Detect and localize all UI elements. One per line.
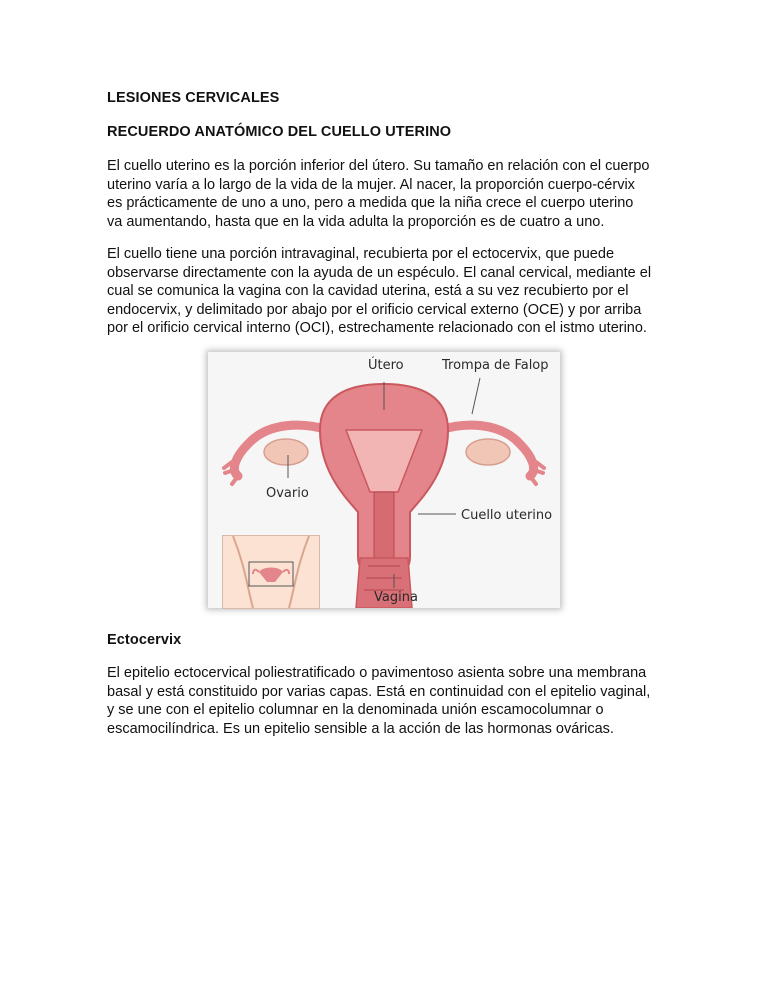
left-ovary [264,439,308,465]
paragraph-cervix-size: El cuello uterino es la porción inferior del útero. Su tamaño en relación con el cuerpo uterino varía a lo largo de la vida de la mujer. Al nacer, la proporción cuerpo-cérvix es prácticamente de uno a uno, pero a medida que la niña crece el cuerpo uterino va aumentando, hasta que en la vida adulta la proporción es de cuatro a uno. [107,158,650,230]
section-heading-ectocervix: Ectocervix [107,632,182,648]
label-trompa: Trompa de Falop [442,358,549,373]
paragraph-cervix-portion: El cuello tiene una porción intravaginal, recubierta por el ectocervix, que puede observarse directamente con la ayuda de un espéculo. El canal cervical, mediante el cual se comunica la vagina con la cavidad uterina, está a su vez recubierto por el endocervix, y delimitado por abajo por el orificio cervical externo (OCE) y por arriba por el orificio cervical interno (OCI), estrechamente relacionado con el istmo uterino. [107,246,652,337]
paragraph-ectocervix: El epitelio ectocervical poliestratificado o pavimentoso asienta sobre una membrana basal y está constituido por varias capas. Está en continuidad con el epitelio vaginal, y se une con el epitelio columnar en la denominada unión escamocolumnar o escamocilíndrica. Es un epitelio sensible a la acción de las hormonas ováricas. [107,665,651,737]
label-cuello-uterino: Cuello uterino [461,508,553,523]
uterus-anatomy-figure [208,352,560,608]
document-title: LESIONES CERVICALES [107,90,280,106]
label-ovario: Ovario [266,486,309,501]
section-heading-anatomy: RECUERDO ANATÓMICO DEL CUELLO UTERINO [107,124,452,140]
right-ovary [466,439,510,465]
label-vagina: Vagina [374,590,418,605]
label-utero: Útero [368,358,404,373]
pelvis-inset-image [222,535,320,609]
